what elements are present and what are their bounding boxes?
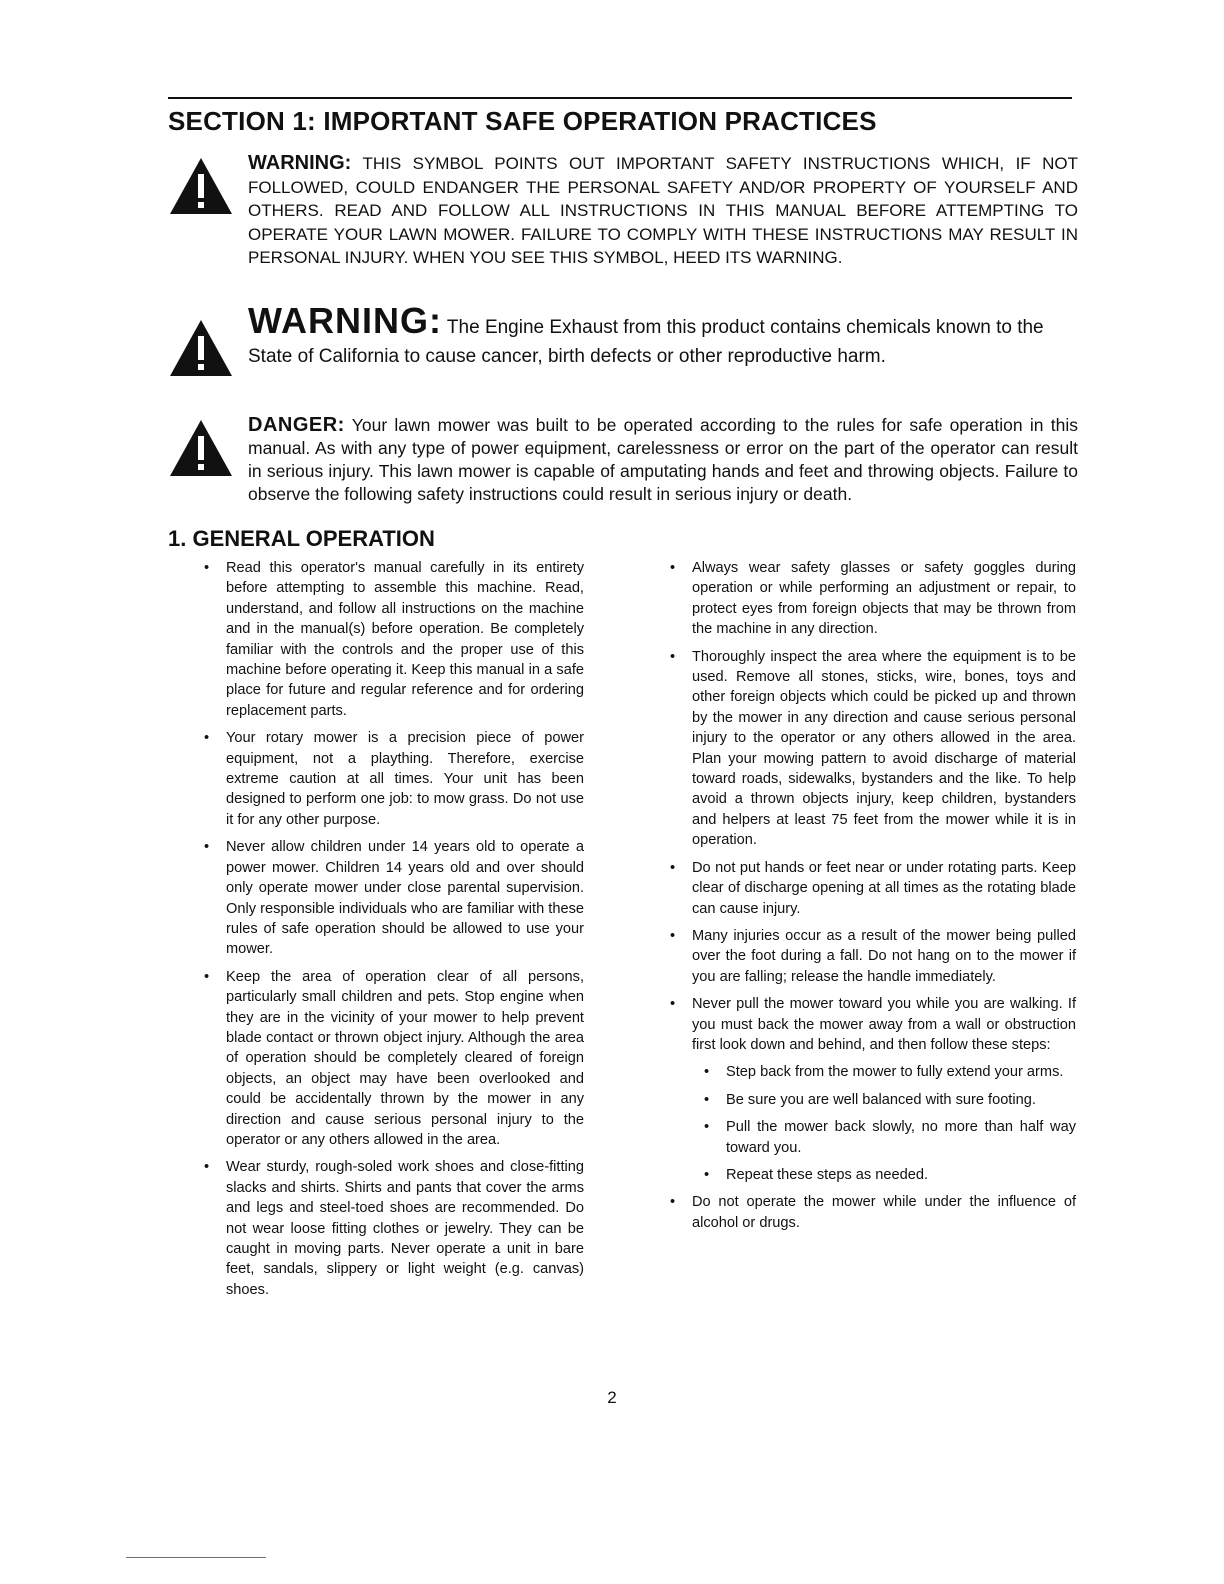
safety-warning-text [248,152,1078,270]
warning-body: The Engine Exhaust from this product contains chemicals known to the State of California to cause cancer, birth defects or other reproductive harm. [248,317,1044,367]
sub-step-item: • Pull the mower back slowly, no more than half way toward you. [666,1117,1076,1158]
header-rule [168,97,1072,99]
warning-keyword: WARNING: [248,152,352,174]
warning-triangle-icon [168,318,234,378]
section-title: SECTION 1: IMPORTANT SAFE OPERATION PRACTICES [168,106,877,136]
list-item: • Wear sturdy, rough-soled work shoes and close-fitting slacks and shirts. Shirts and pants that cover the arms and legs and steel-toed shoes are recommended. Do not wear loose fitting clothes or jewelry. They can be caught in moving parts. Never operate a unit in bare feet, sandals, slippery or light weight (e.g. canvas) shoes. [200,1157,584,1300]
danger-text [248,414,1078,506]
list-item: • Thoroughly inspect the area where the equipment is to be used. Remove all stones, sticks, wire, bones, toys and other foreign objects which could be picked up and thrown by the mower in any direction and cause serious personal injury to the operator or any others allowed in the area. Plan your mowing pattern to avoid discharge of material toward roads, sidewalks, bystanders and the like. To help avoid a thrown objects injury, keep children, bystanders and helpers at least 75 feet from the mower while it is in operation. [666,647,1076,851]
safety-warning-block [168,152,1078,292]
warning-triangle-icon [168,156,234,216]
list-item: • Keep the area of operation clear of all persons, particularly small children and pets. Stop engine when they are in the vicinity of your mower to help prevent blade contact or thrown object injury. Although the area of operation should be completely cleared of foreign objects, an object may have been overlooked and could be accidentally thrown by the mower in any direction and cause serious personal injury to the operator or any others allowed in the area. [200,967,584,1151]
danger-block [168,414,1078,514]
sub-step-list [666,1062,1076,1185]
list-item: • Read this operator's manual carefully in its entirety before attempting to assemble this machine. Read, understand, and follow all instructions on the machine and in the manual(s) before operation. Be completely familiar with the controls and the proper use of this machine before operating it. Keep this manual in a safe place for future and regular reference and for ordering replacement parts. [200,558,584,721]
general-operation-heading: 1. GENERAL OPERATION [168,526,435,551]
list-item: • Always wear safety glasses or safety goggles during operation or while performing an adjustment or repair, to protect eyes from foreign objects that may be thrown from the machine in any direction. [666,558,1076,640]
left-column [200,558,584,1307]
sub-step-item: • Step back from the mower to fully extend your arms. [666,1062,1076,1082]
list-item: • Your rotary mower is a precision piece of power equipment, not a plaything. Therefore, exercise extreme caution at all times. Your unit has been designed to perform one job: to mow grass. Do not use it for any other purpose. [200,728,584,830]
danger-triangle-icon [168,418,234,478]
list-item: • Never pull the mower toward you while you are walking. If you must back the mower away from a wall or obstruction first look down and behind, and then follow these steps: [666,994,1076,1055]
danger-body: Your lawn mower was built to be operated according to the rules for safe operation in this manual. As with any type of power equipment, carelessness or error on the part of the operator can result in serious injury. This lawn mower is capable of amputating hands and feet and throwing objects. Failure to observe the following safety instructions could result in serious injury or death. [248,415,1078,504]
list-item: • Do not put hands or feet near or under rotating parts. Keep clear of discharge opening at all times as the rotating blade can cause injury. [666,858,1076,919]
list-item: • Many injuries occur as a result of the mower being pulled over the foot during a fall. Do not hang on to the mower if you are falling; release the handle immediately. [666,926,1076,987]
right-column [666,558,1076,1240]
sub-step-item: • Repeat these steps as needed. [666,1165,1076,1185]
california-warning-text [248,300,1078,371]
page-number: 2 [607,1388,617,1407]
california-warning-block [168,300,1078,386]
list-item: • Never allow children under 14 years old to operate a power mower. Children 14 years old and over should only operate mower under close parental supervision. Only responsible individuals who are familiar with these rules of safe operation should be allowed to use your mower. [200,837,584,959]
footer-rule [126,1557,266,1558]
list-item: • Do not operate the mower while under the influence of alcohol or drugs. [666,1192,1076,1233]
sub-step-item: • Be sure you are well balanced with sure footing. [666,1090,1076,1110]
warning-keyword: WARNING: [248,300,442,341]
warning-body: THIS SYMBOL POINTS OUT IMPORTANT SAFETY INSTRUCTIONS WHICH, IF NOT FOLLOWED, COULD ENDANGER THE PERSONAL SAFETY AND/OR PROPERTY OF YOURSELF AND OTHERS. READ AND FOLLOW ALL INSTRUCTIONS IN THIS MANUAL BEFORE ATTEMPTING TO OPERATE YOUR LAWN MOWER. FAILURE TO COMPLY WITH THESE INSTRUCTIONS MAY RESULT IN PERSONAL INJURY. WHEN YOU SEE THIS SYMBOL, HEED ITS WARNING. [248,154,1078,267]
danger-keyword: DANGER: [248,414,345,436]
